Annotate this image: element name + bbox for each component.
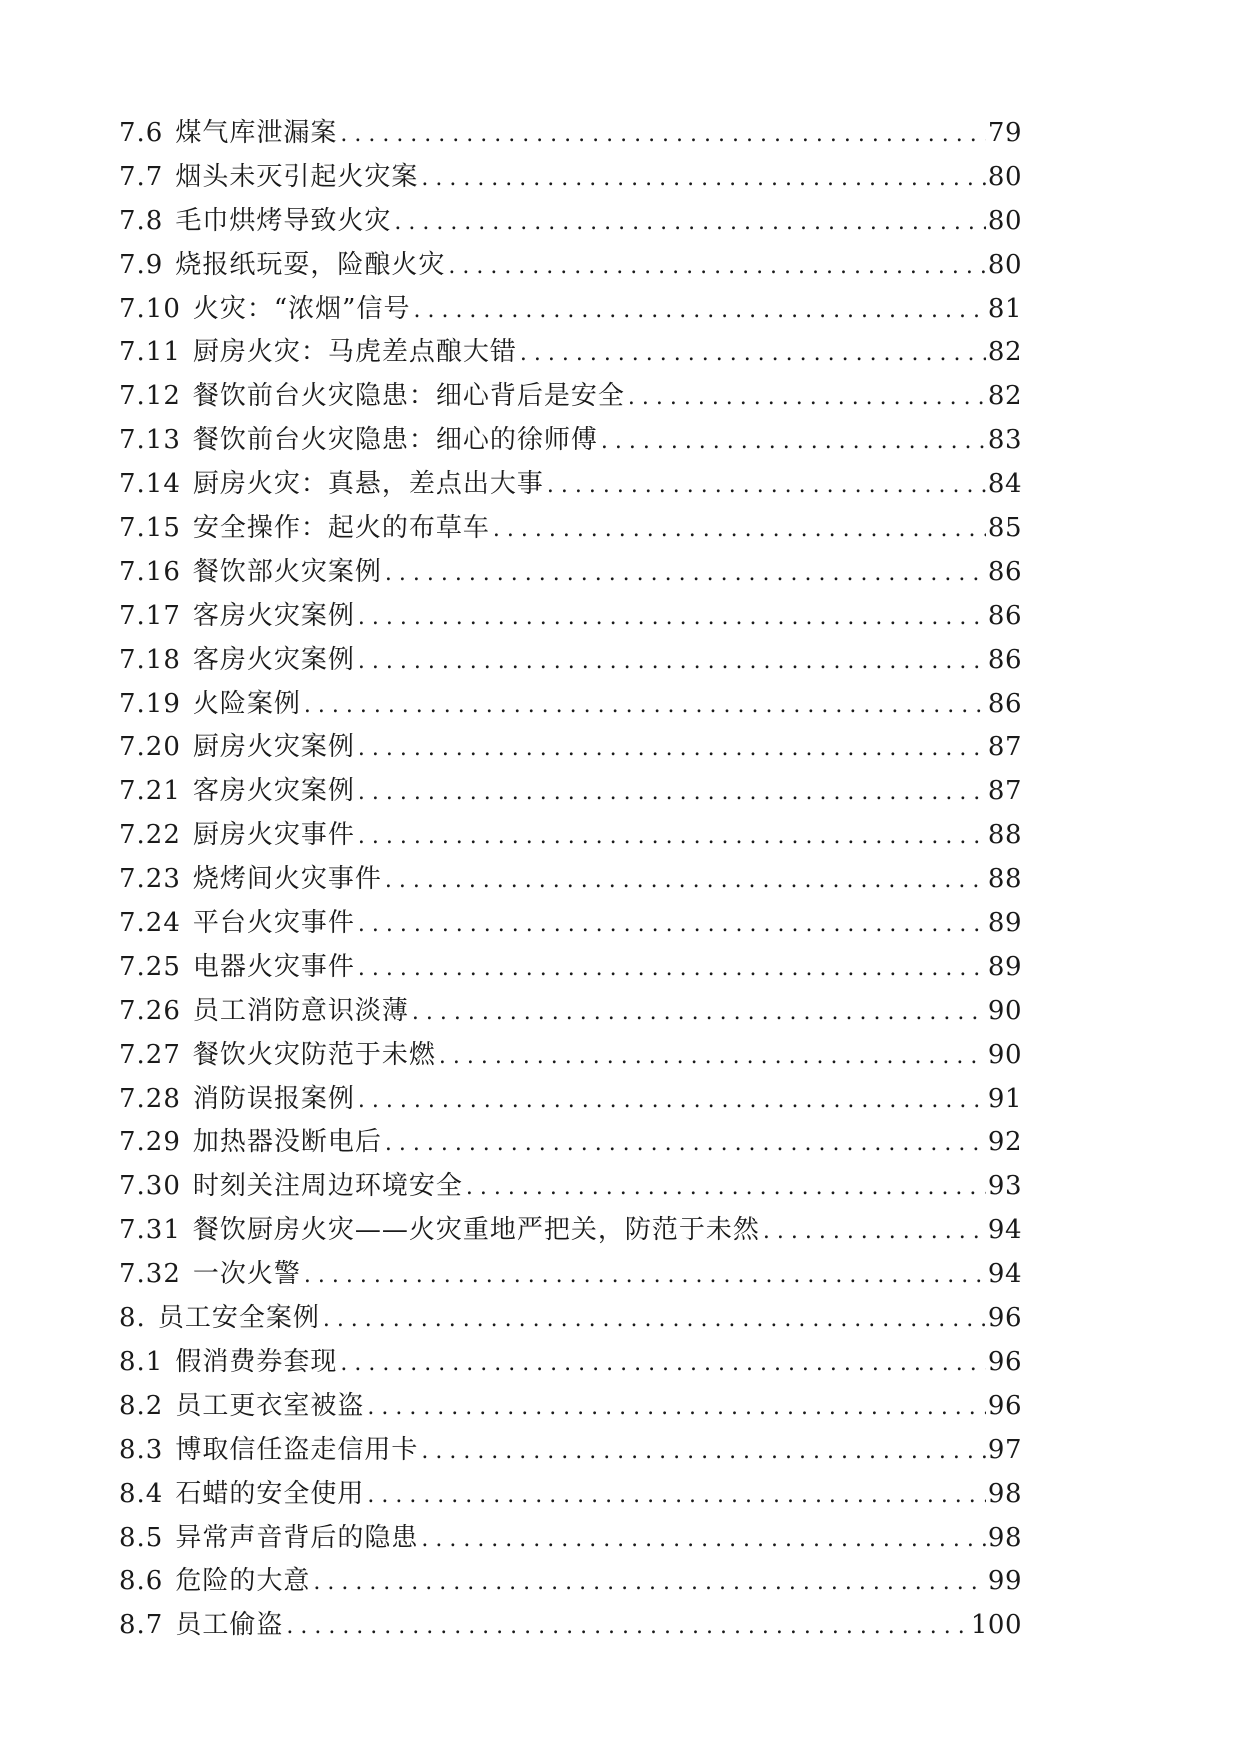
toc-entry[interactable] [119,990,1022,1034]
toc-title: 员工偷盗 [175,1610,284,1641]
toc-number: 7.21 [119,776,181,807]
toc-page-number: 94 [987,1259,1022,1290]
toc-number: 7.22 [119,820,181,851]
toc-number: 8.4 [119,1478,164,1509]
toc-number: 7.20 [119,732,181,763]
toc-title: 餐饮厨房火灾——火灾重地严把关，防范于未然 [192,1215,760,1246]
toc-page-number: 88 [987,820,1022,851]
toc-page-number: 92 [987,1127,1022,1158]
toc-leader-dots [598,420,986,464]
toc-page-number: 86 [987,600,1022,631]
toc-entry[interactable] [119,1604,1022,1648]
toc-page-number: 100 [970,1610,1022,1641]
toc-page-number: 99 [987,1566,1022,1597]
toc-number: 7.6 [119,118,164,148]
toc-title: 危险的大意 [175,1566,311,1597]
toc-number: 7.15 [119,513,181,544]
toc-page-number: 79 [987,118,1022,148]
toc-entry[interactable] [119,331,1022,375]
toc-entry[interactable] [119,288,1022,332]
toc-title: 安全操作：起火的布草车 [192,513,490,544]
toc-leader-dots [283,1605,968,1649]
toc-page-number: 86 [987,688,1022,719]
toc-title: 烧报纸玩耍，险酿火灾 [175,249,446,280]
toc-title: 员工更衣室被盗 [175,1390,365,1421]
toc-title: 假消费券套现 [175,1346,338,1377]
toc-entry[interactable] [119,156,1022,200]
toc-leader-dots [355,1079,986,1123]
toc-title: 客房火灾案例 [192,776,355,807]
toc-title: 平台火灾事件 [192,908,355,939]
toc-entry[interactable] [119,1297,1022,1341]
toc-leader-dots [355,903,986,947]
toc-entry[interactable] [119,726,1022,770]
toc-number: 7.30 [119,1171,181,1202]
toc-entry[interactable] [119,770,1022,814]
toc-number: 7.13 [119,425,181,456]
toc-entry[interactable] [119,112,1022,156]
toc-leader-dots [445,245,986,289]
toc-page-number: 83 [987,425,1022,456]
toc-number: 7.7 [119,161,164,192]
toc-entry[interactable] [119,902,1022,946]
toc-leader-dots [337,1342,986,1386]
toc-page-number: 82 [987,337,1022,368]
toc-entry[interactable] [119,1253,1022,1297]
toc-number: 8.1 [119,1346,164,1377]
toc-leader-dots [418,157,986,201]
toc-number: 7.28 [119,1083,181,1114]
toc-entry[interactable] [119,1034,1022,1078]
toc-page-number: 93 [987,1171,1022,1202]
toc-leader-dots [355,771,986,815]
toc-title: 博取信任盗走信用卡 [175,1434,419,1465]
toc-page-number: 81 [987,293,1022,324]
toc-leader-dots [355,947,986,991]
toc-title: 一次火警 [192,1259,301,1290]
toc-number: 7.8 [119,205,164,236]
toc-page-number: 98 [987,1522,1022,1553]
toc-title: 客房火灾案例 [192,600,355,631]
toc-leader-dots [364,1386,986,1430]
toc-title: 电器火灾事件 [192,951,355,982]
toc-title: 消防误报案例 [192,1083,355,1114]
toc-entry[interactable] [119,507,1022,551]
toc-number: 8.6 [119,1566,164,1597]
toc-title: 员工安全案例 [157,1303,320,1334]
toc-number: 7.26 [119,995,181,1026]
toc-title: 时刻关注周边环境安全 [192,1171,463,1202]
toc-title: 烟头未灭引起火灾案 [175,161,419,192]
toc-page-number: 96 [987,1390,1022,1421]
toc-entry[interactable] [119,946,1022,990]
toc-entry[interactable] [119,1209,1022,1253]
toc-title: 客房火灾案例 [192,644,355,675]
toc-number: 7.11 [119,337,181,368]
toc-leader-dots [310,1561,986,1605]
toc-title: 毛巾烘烤导致火灾 [175,205,392,236]
toc-number: 7.16 [119,556,181,587]
toc-entry[interactable] [119,858,1022,902]
toc-title: 火险案例 [192,688,301,719]
toc-entry[interactable] [119,1560,1022,1604]
toc-leader-dots [625,376,986,420]
toc-page-number: 89 [987,908,1022,939]
toc-leader-dots [544,464,986,508]
toc-page-number: 88 [987,864,1022,895]
toc-title: 石蜡的安全使用 [175,1478,365,1509]
toc-leader-dots [382,552,986,596]
toc-page-number: 89 [987,951,1022,982]
toc-leader-dots [355,727,986,771]
toc-page-number: 96 [987,1346,1022,1377]
toc-number: 7.24 [119,908,181,939]
toc-number: 7.17 [119,600,181,631]
toc-number: 8.7 [119,1610,164,1641]
toc-page-number: 94 [987,1215,1022,1246]
toc-leader-dots [355,815,986,859]
toc-page-number: 96 [987,1303,1022,1334]
toc-entry[interactable] [119,1165,1022,1209]
toc-leader-dots [409,991,986,1035]
table-of-contents [119,112,1022,1648]
toc-leader-dots [382,1122,986,1166]
toc-title: 餐饮火灾防范于未燃 [192,1039,436,1070]
toc-number: 7.31 [119,1215,181,1246]
toc-number: 7.32 [119,1259,181,1290]
toc-title: 烧烤间火灾事件 [192,864,382,895]
toc-entry[interactable] [119,200,1022,244]
toc-leader-dots [418,1518,986,1562]
toc-page-number: 90 [987,995,1022,1026]
toc-entry[interactable] [119,1473,1022,1517]
toc-leader-dots [517,332,986,376]
toc-entry[interactable] [119,1517,1022,1561]
toc-title: 厨房火灾：马虎差点酿大错 [192,337,517,368]
toc-number: 7.12 [119,381,181,412]
toc-leader-dots [364,1474,986,1518]
toc-entry[interactable] [119,375,1022,419]
toc-title: 员工消防意识淡薄 [192,995,409,1026]
toc-leader-dots [418,1430,986,1474]
toc-title: 煤气库泄漏案 [175,118,338,148]
toc-title: 餐饮前台火灾隐患：细心背后是安全 [192,381,625,412]
toc-leader-dots [760,1210,986,1254]
toc-number: 8.5 [119,1522,164,1553]
toc-page-number: 87 [987,732,1022,763]
toc-number: 8. [119,1303,146,1334]
toc-entry[interactable] [119,595,1022,639]
toc-page-number: 80 [987,205,1022,236]
toc-entry[interactable] [119,1385,1022,1429]
toc-leader-dots [301,684,986,728]
toc-leader-dots [410,289,985,333]
toc-number: 8.2 [119,1390,164,1421]
toc-page-number: 86 [987,556,1022,587]
toc-leader-dots [436,1035,986,1079]
toc-title: 异常声音背后的隐患 [175,1522,419,1553]
toc-entry[interactable] [119,1078,1022,1122]
toc-entry[interactable] [119,639,1022,683]
toc-page-number: 90 [987,1039,1022,1070]
toc-page-number: 84 [987,469,1022,500]
toc-number: 8.3 [119,1434,164,1465]
toc-leader-dots [382,859,986,903]
toc-leader-dots [355,640,986,684]
toc-title: 厨房火灾案例 [192,732,355,763]
toc-page-number: 82 [987,381,1022,412]
toc-leader-dots [301,1254,986,1298]
toc-title: 加热器没断电后 [192,1127,382,1158]
toc-leader-dots [463,1166,986,1210]
toc-number: 7.23 [119,864,181,895]
toc-page-number: 86 [987,644,1022,675]
toc-number: 7.19 [119,688,181,719]
toc-page-number: 80 [987,161,1022,192]
toc-page-number: 87 [987,776,1022,807]
toc-number: 7.29 [119,1127,181,1158]
toc-entry[interactable] [119,419,1022,463]
toc-page-number: 91 [987,1083,1022,1114]
toc-entry[interactable] [119,244,1022,288]
toc-number: 7.9 [119,249,164,280]
toc-title: 餐饮部火灾案例 [192,556,382,587]
toc-number: 7.27 [119,1039,181,1070]
toc-leader-dots [320,1298,986,1342]
toc-title: 餐饮前台火灾隐患：细心的徐师傅 [192,425,598,456]
toc-entry[interactable] [119,463,1022,507]
toc-number: 7.25 [119,951,181,982]
toc-number: 7.10 [119,293,181,324]
toc-leader-dots [337,113,986,157]
toc-entry[interactable] [119,814,1022,858]
toc-entry[interactable] [119,1121,1022,1165]
toc-number: 7.14 [119,469,181,500]
toc-leader-dots [490,508,986,552]
toc-title: 厨房火灾：真悬，差点出大事 [192,469,544,500]
toc-leader-dots [355,596,986,640]
toc-entry[interactable] [119,551,1022,595]
toc-number: 7.18 [119,644,181,675]
toc-entry[interactable] [119,683,1022,727]
toc-entry[interactable] [119,1429,1022,1473]
toc-page-number: 85 [987,513,1022,544]
toc-leader-dots [391,201,986,245]
toc-entry[interactable] [119,1341,1022,1385]
toc-page-number: 97 [987,1434,1022,1465]
toc-page-number: 80 [987,249,1022,280]
toc-title: 厨房火灾事件 [192,820,355,851]
toc-title: 火灾：“浓烟”信号 [192,293,411,324]
toc-page-number: 98 [987,1478,1022,1509]
